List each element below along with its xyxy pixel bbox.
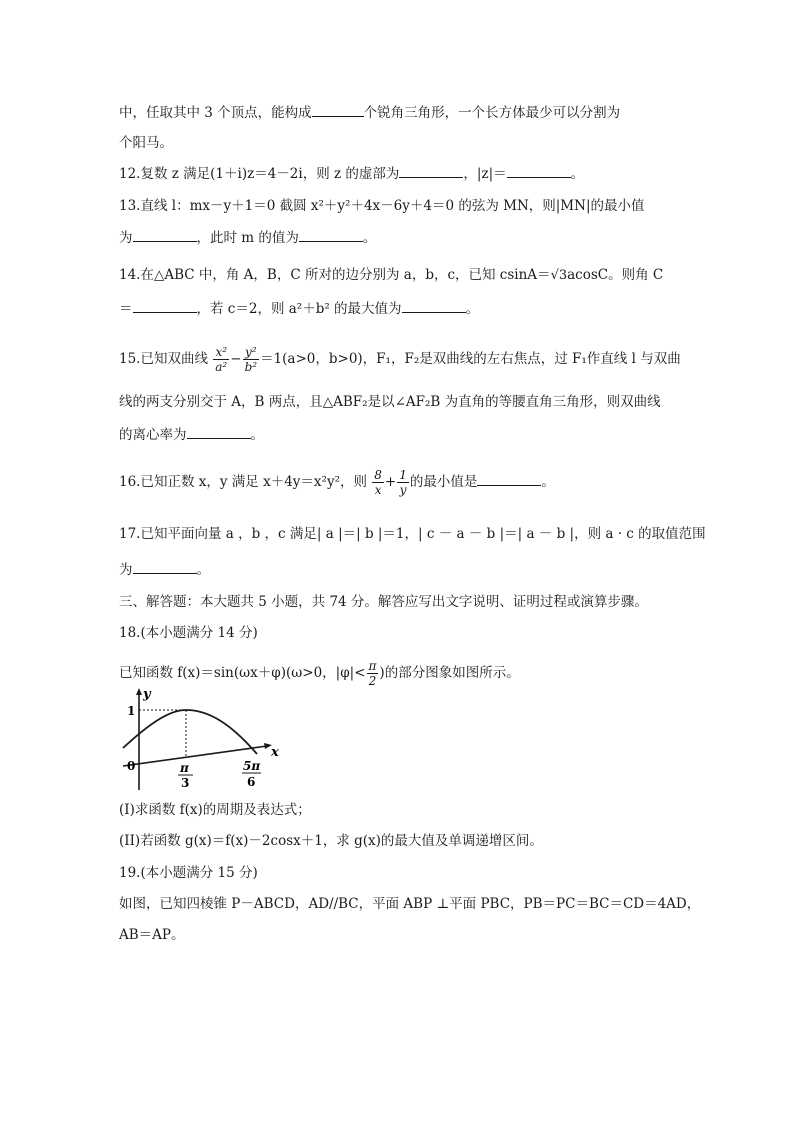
answer-blank <box>133 561 197 574</box>
text: 17.已知平面向量 a ，b ，c 满足| a |＝| b |＝1，| c － a － b |＝| a － b |，则 a · c 的取值范围 <box>119 526 706 542</box>
answer-blank <box>507 165 571 178</box>
question-12 <box>119 164 584 184</box>
plus-sign: + <box>384 474 397 490</box>
text: 。 <box>570 166 585 182</box>
text: 15.已知双曲线 <box>119 351 208 367</box>
text: ＝1(a>0，b>0)，F₁，F₂是双曲线的左右焦点，过 F₁作直线 l 与双曲 <box>260 351 681 367</box>
text: 。 <box>196 562 210 578</box>
question-15-line2 <box>119 392 661 412</box>
question-19-line1 <box>119 894 700 914</box>
text: 12.复数 z 满足(1＋i)z＝4－2i，则 z 的虚部为 <box>119 166 400 182</box>
answer-blank <box>187 426 251 439</box>
text: 13.直线 l：mx－y＋1＝0 截圆 x²＋y²＋4x－6y＋4＝0 的弦为 MN，则|MN|的最小值 <box>119 198 645 214</box>
text: 。 <box>541 474 555 490</box>
question-18-heading <box>119 623 258 643</box>
text: acosC。则角 C <box>567 267 664 283</box>
text: 。 <box>362 230 377 246</box>
text: )的部分图象如图所示。 <box>379 665 520 681</box>
fraction-8-x <box>372 468 384 497</box>
text: 18.(本小题满分 14 分) <box>119 625 258 641</box>
question-13-line1 <box>119 196 645 216</box>
question-18-stem <box>119 659 520 688</box>
question-19-line2 <box>119 925 185 945</box>
y-label: y <box>143 687 151 702</box>
question-13-line2 <box>119 228 376 248</box>
x-label: x <box>271 745 279 760</box>
text: 三、解答题：本大题共 5 小题，共 74 分。解答应写出文字说明、证明过程或演算步骤。 <box>119 594 648 610</box>
section-3-heading <box>119 592 648 612</box>
question-18-part-2 <box>119 831 543 851</box>
question-15-line1 <box>119 345 681 374</box>
text: 个阳马。 <box>119 135 173 151</box>
text: ，|z|＝ <box>463 166 507 182</box>
text: ，此时 m 的值为 <box>196 230 299 246</box>
function-graph <box>119 686 289 796</box>
numerator: 8 <box>374 468 382 482</box>
answer-blank <box>133 300 197 313</box>
text: 线的两支分别交于 A，B 两点，且△ABF₂是以∠AF₂B 为直角的等腰直角三角形，则双曲线 <box>119 394 661 410</box>
question-16 <box>119 468 555 497</box>
question-17-line1 <box>119 524 706 544</box>
denominator: x <box>374 483 382 497</box>
answer-blank <box>399 165 463 178</box>
text: ＝ <box>119 301 133 317</box>
line-1 <box>119 103 620 123</box>
text: 14.在△ABC 中，角 A，B，C 所对的边分别为 a，b，c，已知 csinA＝ <box>119 267 551 283</box>
answer-blank <box>312 104 364 117</box>
text: 为 <box>119 230 133 246</box>
fraction-x2-a2 <box>213 345 229 374</box>
text: 已知函数 f(x)＝sin(ωx＋φ)(ω>0，|φ|< <box>119 665 366 681</box>
question-18-part-1 <box>119 800 311 820</box>
answer-blank <box>477 473 541 486</box>
text: 。 <box>465 301 480 317</box>
question-15-line3 <box>119 425 264 445</box>
denominator: y <box>399 483 407 497</box>
minus-sign: − <box>230 351 242 367</box>
text: (II)若函数 g(x)＝f(x)－2cosx＋1，求 g(x)的最大值及单调递增区间。 <box>119 833 543 849</box>
text: 如图，已知四棱锥 P－ABCD，AD//BC，平面 ABP ⊥平面 PBC，PB＝PC＝BC＝CD＝4AD， <box>119 896 701 912</box>
text: 的最小值是 <box>409 474 478 490</box>
answer-blank <box>299 229 363 242</box>
answer-blank <box>402 300 466 313</box>
text: 个锐角三角形，一个长方体最少可以分割为 <box>363 105 621 121</box>
tick-5pi: 5π <box>243 759 261 773</box>
question-19-heading <box>119 863 258 883</box>
text: 。 <box>250 427 264 443</box>
text: 的离心率为 <box>119 427 187 443</box>
denominator: b² <box>244 360 258 374</box>
text: 中，任取其中 3 个顶点，能构成 <box>119 105 312 121</box>
y-axis-arrow <box>136 688 142 695</box>
text: AB＝AP。 <box>119 927 185 943</box>
fraction-y2-b2 <box>243 345 260 374</box>
denominator: 2 <box>368 674 377 688</box>
numerator: 1 <box>399 468 407 482</box>
numerator: x² <box>213 345 229 360</box>
tick-6: 6 <box>247 775 256 789</box>
y-tick-1: 1 <box>127 704 136 718</box>
denominator: a² <box>215 360 228 374</box>
text: 为 <box>119 562 133 578</box>
text: 19.(本小题满分 15 分) <box>119 865 258 881</box>
tick-3: 3 <box>181 776 190 790</box>
sqrt3: √3 <box>550 268 568 283</box>
text: 16.已知正数 x，y 满足 x＋4y＝x²y²，则 <box>119 474 367 490</box>
text: (I)求函数 f(x)的周期及表达式； <box>119 802 311 818</box>
sine-curve <box>123 710 257 754</box>
question-14-line2 <box>119 299 479 319</box>
question-17-line2 <box>119 560 210 580</box>
text: ，若 c＝2，则 a²＋b² 的最大值为 <box>196 301 402 317</box>
line-2 <box>119 133 173 153</box>
question-14-line1 <box>119 265 663 286</box>
answer-blank <box>133 229 197 242</box>
fraction-1-y <box>397 468 409 497</box>
numerator: π <box>368 659 377 673</box>
fraction-pi-2 <box>367 659 379 688</box>
tick-pi: π <box>180 761 189 775</box>
origin-label: 0 <box>127 759 136 773</box>
numerator: y² <box>243 345 260 360</box>
